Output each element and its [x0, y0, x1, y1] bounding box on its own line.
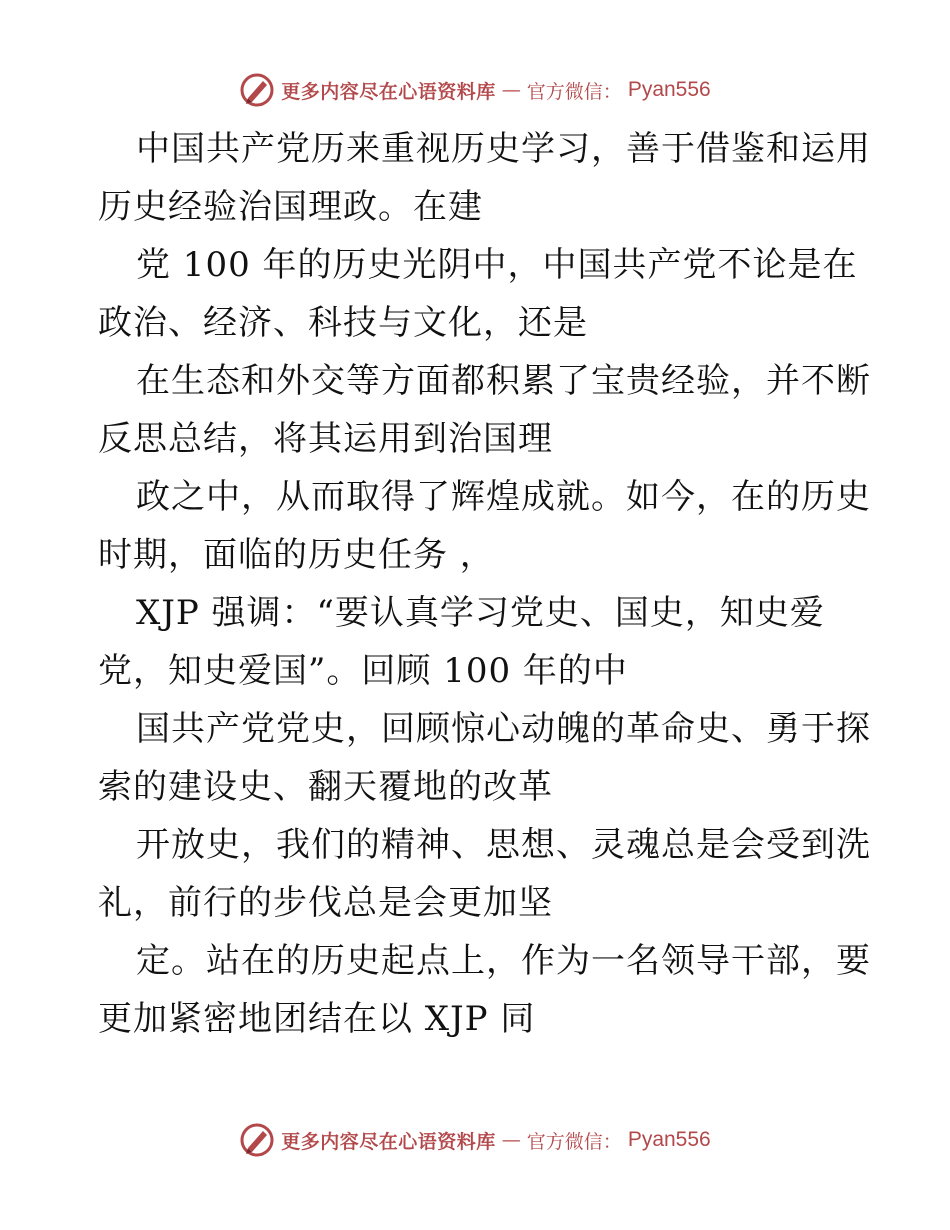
- footer-separator: —: [501, 1129, 521, 1151]
- document-body: [98, 120, 871, 1048]
- text-line: 政之中，从而取得了辉煌成就。如今，在的历史: [136, 477, 871, 517]
- text-line: 时期，面临的历史任务 ，: [98, 535, 495, 575]
- text-line: 礼，前行的步伐总是会更加坚: [98, 883, 553, 923]
- header-banner: [0, 67, 950, 113]
- text-line: 在生态和外交等方面都积累了宝贵经验，并不断: [136, 361, 871, 401]
- pen-circle-logo-icon: [239, 1122, 275, 1158]
- text-line: 开放史，我们的精神、思想、灵魂总是会受到洗: [136, 825, 871, 865]
- text-line: 党，知史爱国”。回顾 100 年的中: [98, 651, 628, 691]
- text-line: 索的建设史、翻天覆地的改革: [98, 767, 553, 807]
- text-line: 反思总结，将其运用到治国理: [98, 419, 553, 459]
- footer-wechat-label: 官方微信：: [526, 1130, 622, 1153]
- header-separator: —: [501, 79, 521, 101]
- text-line: 党 100 年的历史光阴中，中国共产党不论是在: [136, 245, 858, 285]
- text-line: XJP 强调：“要认真学习党史、国史，知史爱: [136, 593, 825, 633]
- header-wechat-label: 官方微信：: [526, 80, 622, 103]
- pen-circle-logo-icon: [239, 72, 275, 108]
- text-line: 政治、经济、科技与文化，还是: [98, 303, 588, 343]
- footer-brand-text: 更多内容尽在心语资料库: [281, 1130, 496, 1153]
- text-line: 中国共产党历来重视历史学习，善于借鉴和运用: [136, 129, 871, 169]
- text-line: 国共产党党史，回顾惊心动魄的革命史、勇于探: [136, 709, 871, 749]
- text-line: 更加紧密地团结在以 XJP 同: [98, 999, 536, 1039]
- text-line: 历史经验治国理政。在建: [98, 187, 483, 227]
- header-brand-text: 更多内容尽在心语资料库: [281, 80, 496, 103]
- footer-wechat-id: Pyan556: [627, 1128, 711, 1151]
- footer-banner: [0, 1117, 950, 1163]
- header-wechat-id: Pyan556: [627, 78, 711, 101]
- text-line: 定。站在的历史起点上，作为一名领导干部，要: [136, 941, 871, 981]
